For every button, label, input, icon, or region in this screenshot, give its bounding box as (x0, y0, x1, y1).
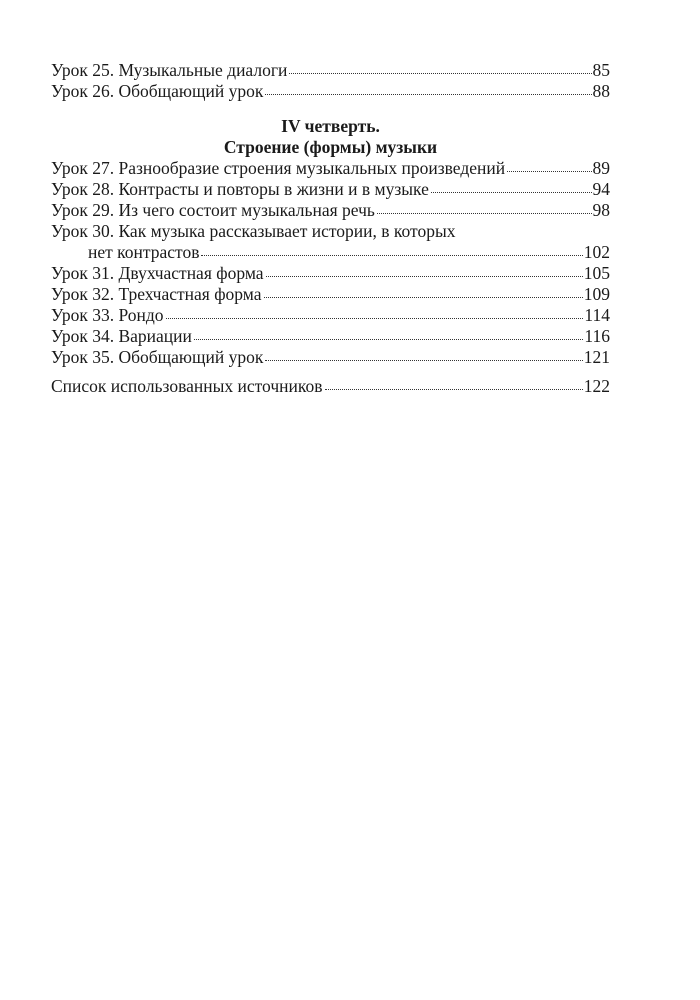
toc-entry-line (51, 200, 610, 221)
toc-dot-leader (264, 296, 583, 298)
toc-entry-title: Урок 35. Обобщающий урок (51, 347, 264, 367)
toc-entry-title: Список использованных источников (51, 376, 323, 396)
toc-dot-leader (289, 72, 591, 74)
toc-page-number: 114 (584, 305, 610, 325)
toc-page-number: 85 (592, 60, 610, 80)
toc-entry-line (51, 305, 610, 326)
toc-page-number: 89 (592, 158, 610, 178)
toc-dot-leader (166, 317, 584, 319)
toc-entry[interactable] (51, 263, 610, 284)
toc-sources (51, 376, 610, 397)
toc-dot-leader (507, 170, 591, 172)
toc-list-after (51, 158, 610, 368)
toc-entry[interactable] (51, 326, 610, 347)
toc-page-number: 102 (583, 242, 610, 262)
toc-page-number: 116 (584, 326, 610, 346)
toc-entry-title: Урок 34. Вариации (51, 326, 192, 346)
table-of-contents (51, 60, 610, 397)
toc-entry[interactable] (51, 60, 610, 81)
toc-entry-title: Урок 31. Двухчастная форма (51, 263, 264, 283)
toc-dot-leader (431, 191, 592, 193)
toc-dot-leader (265, 93, 591, 95)
toc-dot-leader (266, 275, 583, 277)
toc-list-before (51, 60, 610, 102)
toc-entry[interactable] (51, 347, 610, 368)
toc-entry-title: Урок 25. Музыкальные диалоги (51, 60, 288, 80)
toc-entry[interactable] (51, 81, 610, 102)
toc-page-number: 109 (583, 284, 610, 304)
toc-page-number: 121 (583, 347, 610, 367)
toc-dot-leader (265, 359, 582, 361)
toc-entry-title: Урок 27. Разнообразие строения музыкальных произведений (51, 158, 506, 178)
toc-entry[interactable] (51, 158, 610, 179)
toc-entry-title: Урок 28. Контрасты и повторы в жизни и в музыке (51, 179, 429, 199)
toc-entry-line (51, 284, 610, 305)
section-heading (51, 116, 610, 158)
toc-entry-line (51, 263, 610, 284)
toc-entry[interactable] (51, 284, 610, 305)
toc-entry-title: Урок 33. Рондо (51, 305, 164, 325)
toc-entry-line (51, 158, 610, 179)
toc-dot-leader (377, 212, 592, 214)
toc-page-number: 105 (583, 263, 610, 283)
toc-entry-line (51, 376, 610, 397)
toc-entry[interactable] (51, 179, 610, 200)
section-title-topic: Строение (формы) музыки (223, 137, 438, 157)
toc-entry-line (51, 60, 610, 81)
toc-entry-line (51, 221, 610, 242)
toc-entry-line (51, 347, 610, 368)
toc-entry-title: Урок 29. Из чего состоит музыкальная речь (51, 200, 375, 220)
toc-entry-title: Урок 26. Обобщающий урок (51, 81, 264, 101)
toc-page-number: 94 (592, 179, 610, 199)
toc-page-number: 88 (592, 81, 610, 101)
toc-dot-leader (325, 388, 583, 390)
toc-entry-line (51, 326, 610, 347)
toc-entry-line (51, 242, 610, 263)
toc-page-number: 98 (592, 200, 610, 220)
toc-entry[interactable] (51, 221, 610, 263)
toc-entry[interactable] (51, 305, 610, 326)
toc-entry-line (51, 179, 610, 200)
toc-entry[interactable] (51, 376, 610, 397)
toc-entry[interactable] (51, 200, 610, 221)
toc-entry-title: нет контрастов (88, 242, 200, 262)
toc-entry-title: Урок 30. Как музыка рассказывает истории, в которых (51, 221, 456, 241)
section-title-quarter: IV четверть. (281, 116, 380, 136)
toc-dot-leader (194, 338, 583, 340)
toc-dot-leader (201, 254, 582, 256)
toc-entry-title: Урок 32. Трехчастная форма (51, 284, 262, 304)
toc-page-number: 122 (583, 376, 610, 396)
toc-entry-line (51, 81, 610, 102)
